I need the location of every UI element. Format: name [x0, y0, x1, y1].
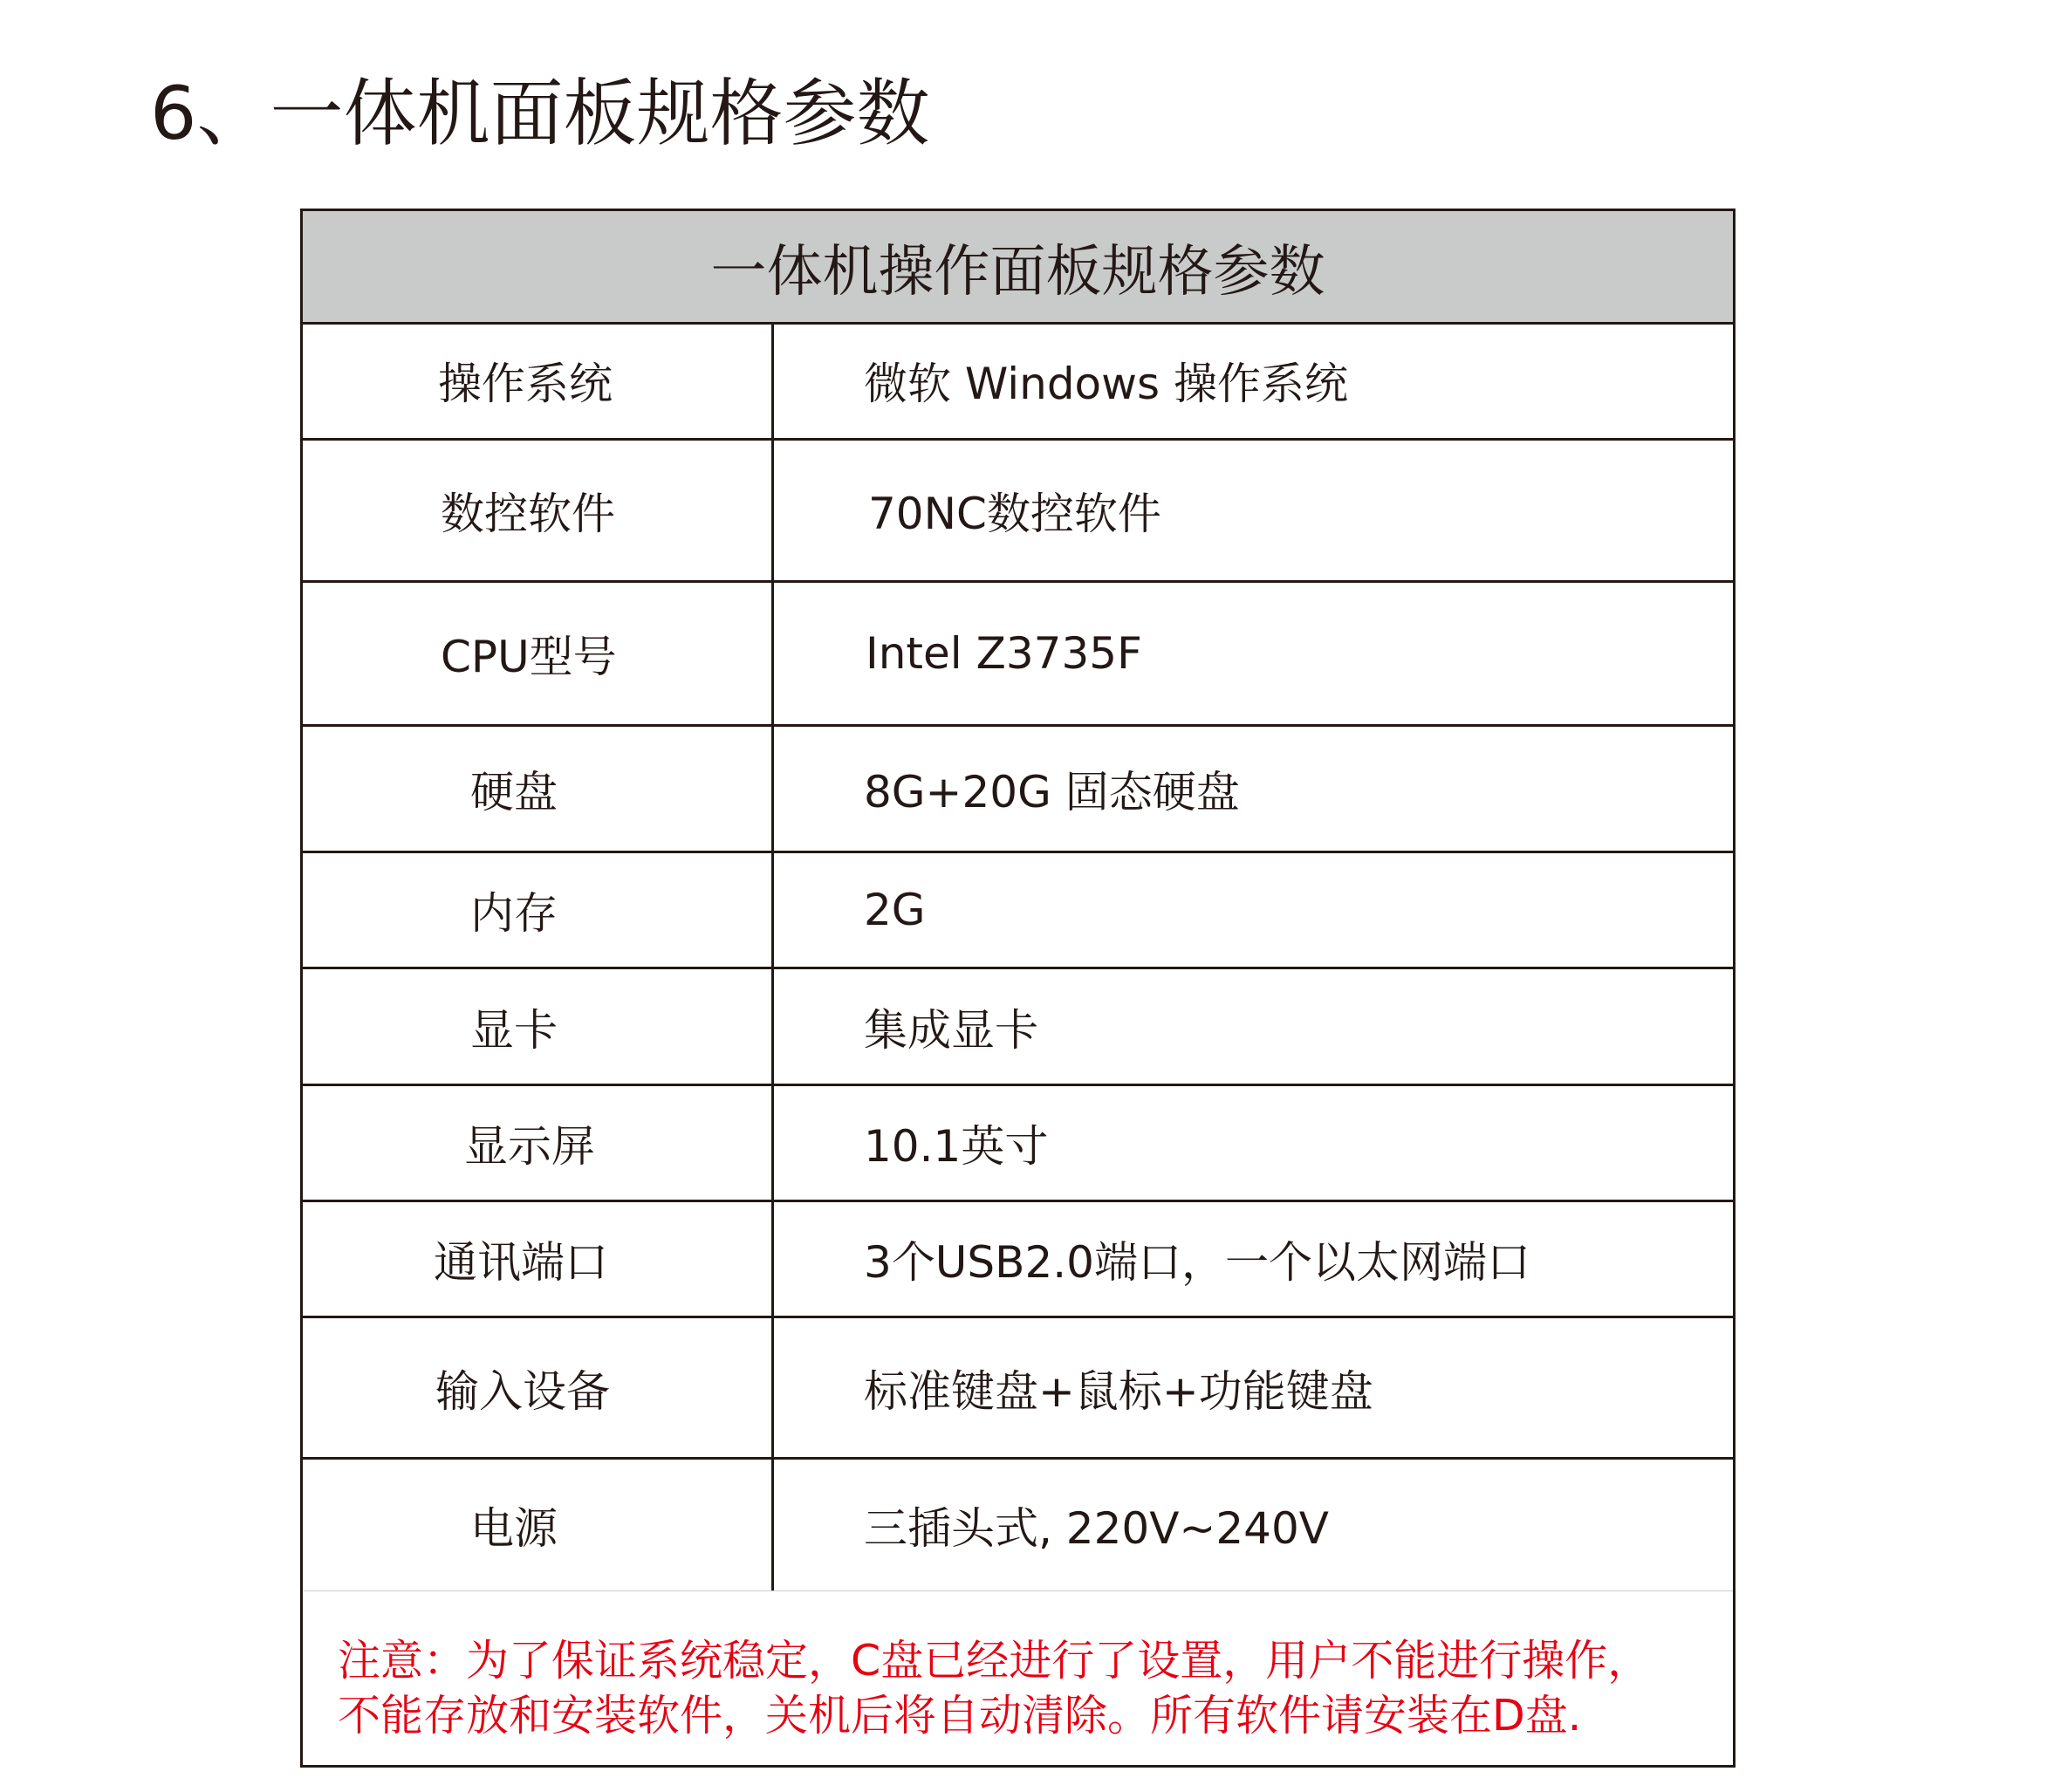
row-label: 通讯端口 — [434, 1237, 608, 1288]
row-value: 集成显卡 — [864, 1004, 1038, 1056]
table-row-memory — [303, 853, 1733, 969]
row-label: 硬盘 — [470, 767, 558, 817]
row-label-cell — [303, 441, 774, 580]
table-row-ports — [303, 1202, 1733, 1318]
row-value: 微软 Windows 操作系统 — [864, 358, 1348, 409]
warning-note — [303, 1591, 1733, 1768]
spec-table — [300, 209, 1736, 1768]
row-value: 70NC数控软件 — [868, 489, 1161, 539]
row-label: 显卡 — [470, 1004, 558, 1056]
row-value: Intel Z3735F — [866, 628, 1142, 679]
warning-note-line-2: 不能存放和安装软件，关机后将自动清除。所有软件请安装在D盘. — [338, 1691, 1582, 1741]
row-value: 标准键盘+鼠标+功能键盘 — [864, 1365, 1373, 1417]
table-row-cnc-software — [303, 441, 1733, 583]
table-row-input — [303, 1318, 1733, 1460]
table-row-disk — [303, 727, 1733, 853]
row-value: 三插头式, 220V~240V — [864, 1503, 1329, 1554]
warning-note-line-1: 注意：为了保证系统稳定，C盘已经进行了设置，用户不能进行操作， — [338, 1636, 1651, 1686]
row-label-cell — [303, 1086, 774, 1200]
row-label-cell — [303, 727, 774, 851]
row-label-cell — [303, 583, 774, 724]
row-label-cell — [303, 969, 774, 1084]
table-row-os — [303, 322, 1733, 441]
row-value: 8G+20G 固态硬盘 — [864, 767, 1240, 817]
table-row-display — [303, 1086, 1733, 1202]
row-value: 10.1英寸 — [864, 1121, 1049, 1172]
table-row-power — [303, 1460, 1733, 1591]
row-label: 电源 — [470, 1503, 558, 1554]
row-label: 显示屏 — [464, 1121, 595, 1172]
row-label: 数控软件 — [441, 489, 615, 539]
row-label-cell — [303, 1318, 774, 1457]
row-value: 2G — [864, 885, 926, 935]
row-label-cell — [303, 322, 774, 438]
row-label-cell — [303, 1460, 774, 1590]
table-row-graphics — [303, 969, 1733, 1086]
row-label: 内存 — [470, 888, 558, 939]
section-title: 6、一体机面板规格参数 — [150, 71, 930, 156]
table-header: 一体机操作面板规格参数 — [303, 211, 1733, 325]
row-label-cell — [303, 1202, 774, 1316]
row-label: 输入设备 — [435, 1365, 610, 1417]
row-value: 3个USB2.0端口，一个以太网端口 — [864, 1237, 1530, 1288]
table-row-cpu — [303, 583, 1733, 727]
row-label: CPU型号 — [441, 632, 617, 682]
row-label: 操作系统 — [438, 358, 613, 409]
row-label-cell — [303, 853, 774, 967]
